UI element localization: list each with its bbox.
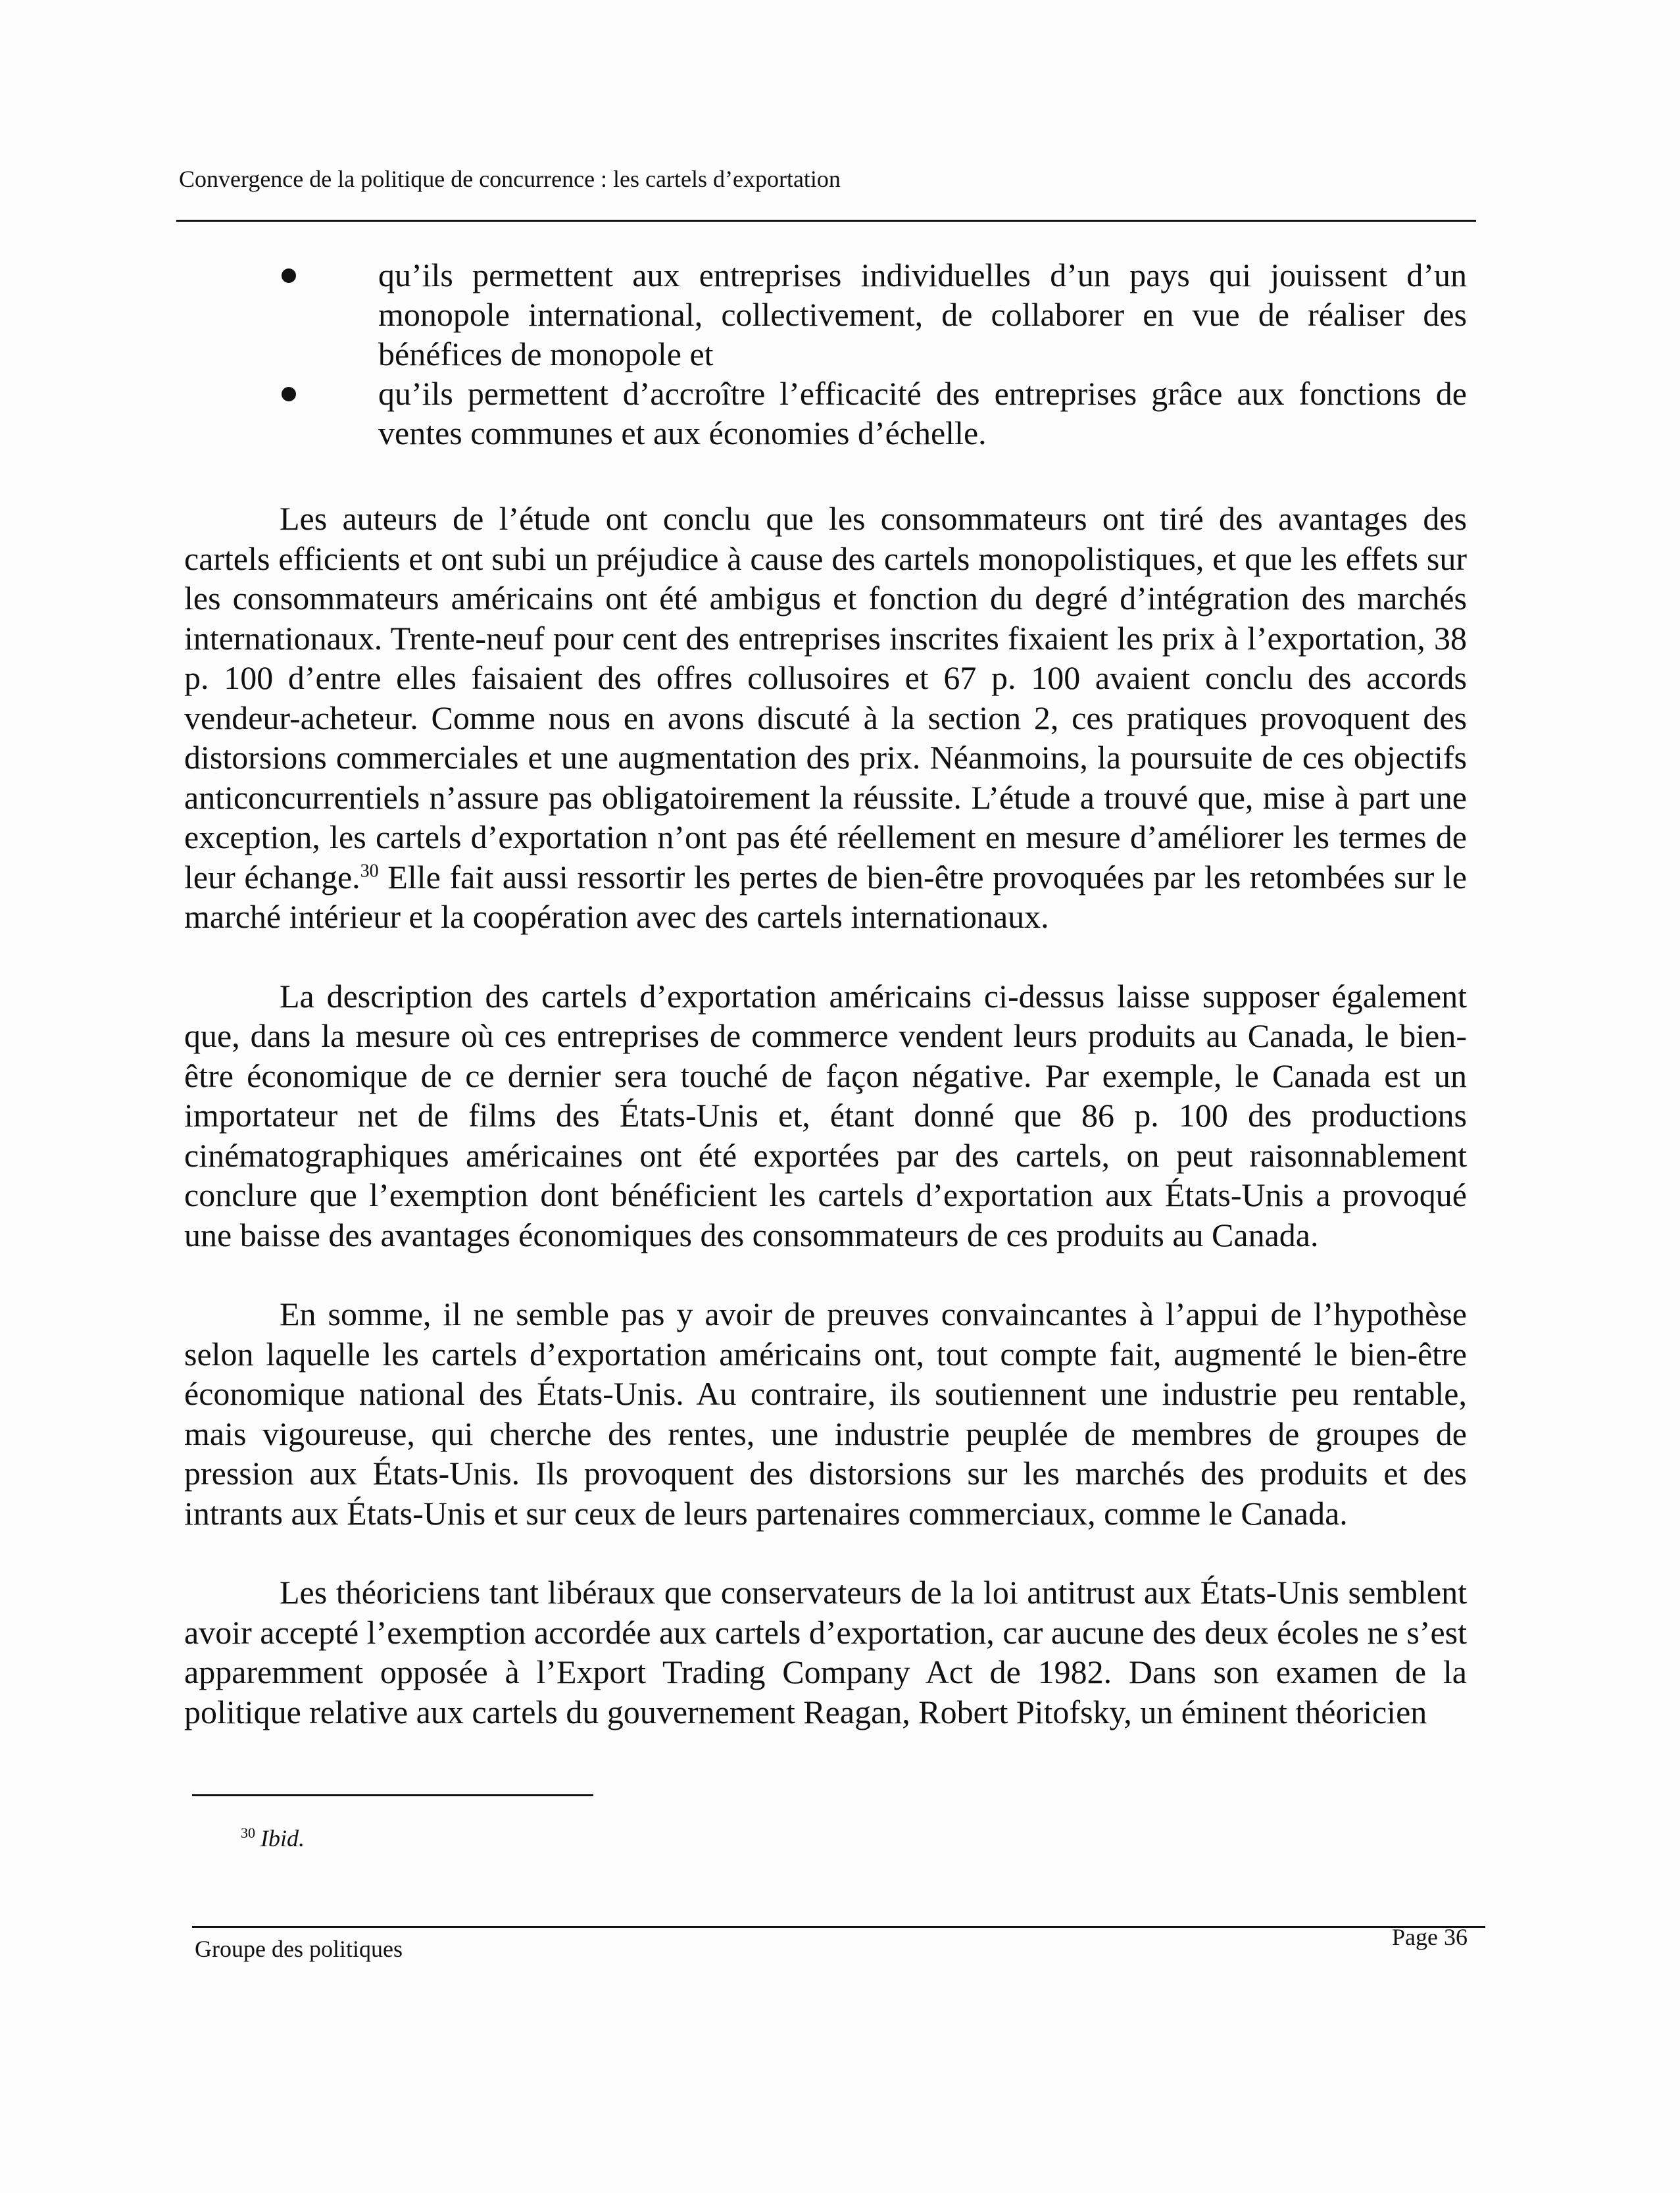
bullet-list <box>184 255 1467 453</box>
header-rule <box>176 220 1476 222</box>
paragraph-text: Les auteurs de l’étude ont conclu que les consommateurs ont tiré des avantages des cartels efficients et ont subi un préjudice à cause des cartels monopolistiques, et que les effets sur les consommateurs américains ont été ambigus et fonction du degré d’intégration des marchés internationaux. Trente-neuf pour cent des entreprises inscrites fixaient les prix à l’exportation, 38 p. 100 d’entre elles faisaient des offres collusoires et 67 p. 100 avaient conclu des accords vendeur-acheteur. Comme nous en avons discuté à la section 2, ces pratiques provoquent des distorsions commerciales et une augmentation des prix. Néanmoins, la poursuite de ces objectifs anticoncurrentiels n’assure pas obligatoirement la réussite. L’étude a trouvé que, mise à part une exception, les cartels d’exportation n’ont pas été réellement en mesure d’améliorer les termes de leur échange. <box>184 500 1467 895</box>
bullet-item <box>184 255 1467 374</box>
main-content <box>184 255 1467 1732</box>
footer-organization: Groupe des politiques <box>195 1936 403 1962</box>
bullet-dot-icon <box>282 268 296 283</box>
paragraph-text: Elle fait aussi ressortir les pertes de bien-être provoquées par les retombées sur le marché intérieur et la coopération avec des cartels internationaux. <box>184 858 1467 935</box>
bullet-text: qu’ils permettent aux entreprises individuelles d’un pays qui jouissent d’un monopole international, collectivement, de collaborer en vue de réaliser des bénéfices de monopole et <box>378 257 1467 372</box>
bullet-item <box>184 374 1467 453</box>
footnote-number: 30 <box>241 1825 255 1841</box>
running-header: Convergence de la politique de concurrence : les cartels d’exportation <box>179 166 841 192</box>
paragraph-study-conclusions <box>184 499 1467 937</box>
paragraph-antitrust-theorists: Les théoriciens tant libéraux que conservateurs de la loi antitrust aux États-Unis semblent avoir accepté l’exemption accordée aux cartels d’exportation, car aucune des deux écoles ne s’est apparemment opposée à l’Export Trading Company Act de 1982. Dans son examen de la politique relative aux cartels du gouvernement Reagan, Robert Pitofsky, un éminent théoricien <box>184 1574 1467 1730</box>
footnote-reference: 30 <box>360 860 379 881</box>
footnote-rule <box>192 1794 593 1796</box>
paragraph-canada-impact: La description des cartels d’exportation américains ci-dessus laisse supposer également que, dans la mesure où ces entreprises de commerce vendent leurs produits au Canada, le bien-être économique de ce dernier sera touché de façon négative. Par exemple, le Canada est un importateur net de films des États-Unis et, étant donné que 86 p. 100 des productions cinématographiques américaines ont été exportées par des cartels, on peut raisonnablement conclure que l’exemption dont bénéficient les cartels d’exportation aux États-Unis a provoqué une baisse des avantages économiques des consommateurs de ces produits au Canada. <box>184 977 1467 1253</box>
footer-rule <box>192 1926 1485 1928</box>
page-number: Page 36 <box>1392 1924 1468 1950</box>
footnote <box>241 1824 305 1853</box>
footnote-text: Ibid. <box>260 1825 305 1852</box>
bullet-dot-icon <box>282 387 296 401</box>
bullet-text: qu’ils permettent d’accroître l’efficacité des entreprises grâce aux fonctions de ventes communes et aux économies d’échelle. <box>378 375 1467 451</box>
paragraph-summary: En somme, il ne semble pas y avoir de preuves convaincantes à l’appui de l’hypothèse selon laquelle les cartels d’exportation américains ont, tout compte fait, augmenté le bien-être économique national des États-Unis. Au contraire, ils soutiennent une industrie peu rentable, mais vigoureuse, qui cherche des rentes, une industrie peuplée de membres de groupes de pression aux États-Unis. Ils provoquent des distorsions sur les marchés des produits et des intrants aux États-Unis et sur ceux de leurs partenaires commerciaux, comme le Canada. <box>184 1296 1467 1532</box>
